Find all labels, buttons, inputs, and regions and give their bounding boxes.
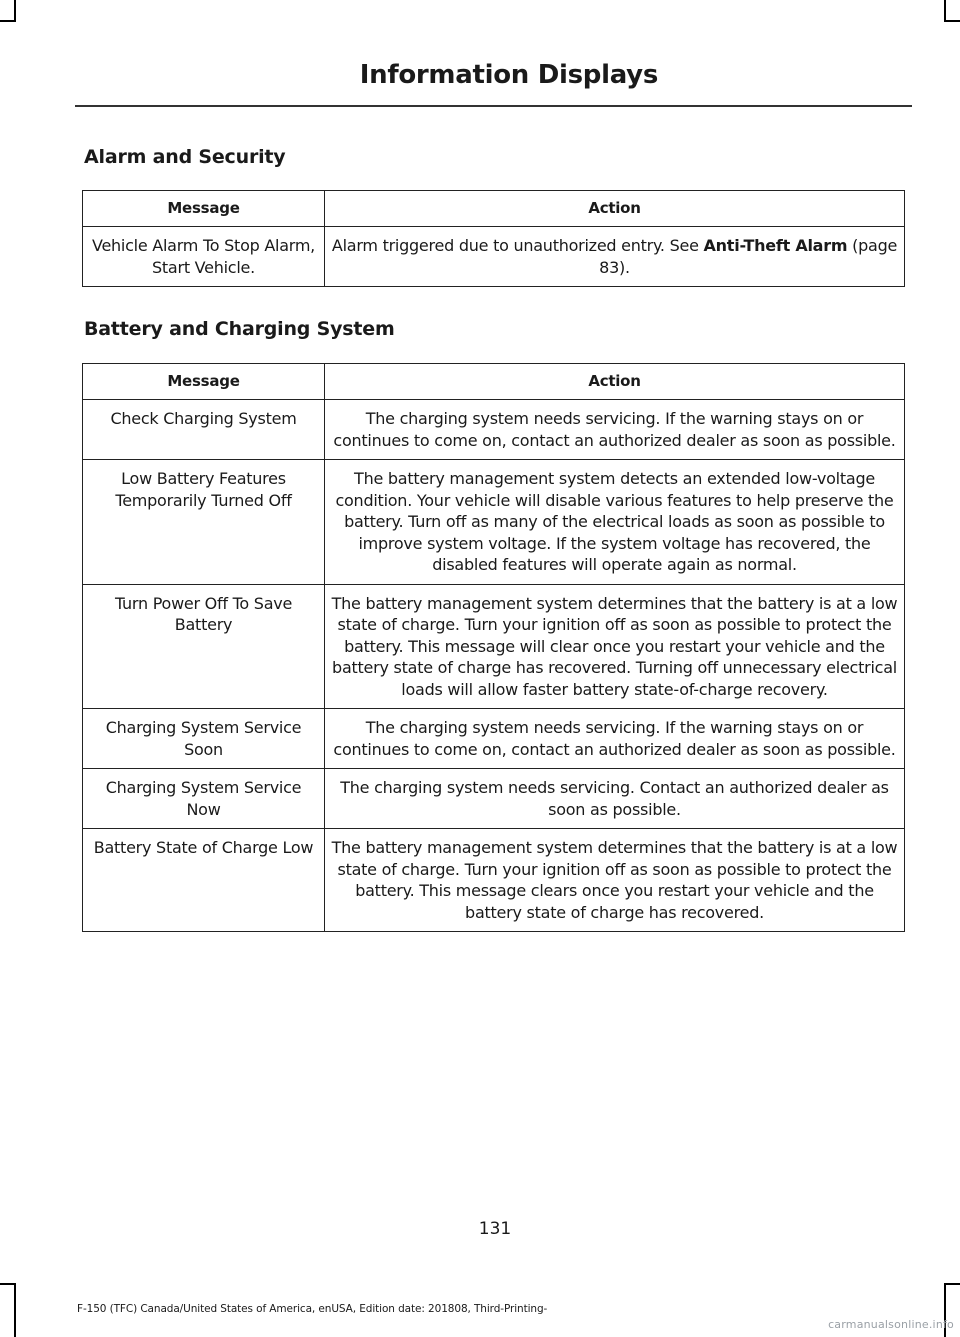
action-cell: The charging system needs servicing. Contact an authorized dealer as soon as possible. [325,769,905,829]
table-header-row [83,364,905,400]
battery-charging-table [82,363,905,932]
header-divider [75,105,912,107]
section-heading-alarm-security: Alarm and Security [84,146,286,168]
table-header-row [83,191,905,227]
action-cell: The charging system needs servicing. If the warning stays on or continues to come on, contact an authorized dealer as soon as possible. [325,400,905,460]
crop-mark-bottom-left-vertical [14,1283,16,1337]
table-row [83,769,905,829]
crop-mark-bottom-right-horizontal [944,1283,960,1285]
action-cell: The battery management system detects an extended low-voltage condition. Your vehicle will disable various features to help preserve the battery. Turn off as many of the electrical loads as soon as possible to improve system voltage. If the system voltage has recovered, the disabled features will operate again as normal. [325,460,905,585]
message-cell: Charging System Service Now [83,769,325,829]
crop-mark-top-left-vertical [14,0,16,22]
column-header-message: Message [83,364,325,400]
crop-mark-bottom-left-horizontal [0,1283,16,1285]
page-number: 131 [478,1219,512,1239]
table-row [83,400,905,460]
action-cell: The charging system needs servicing. If the warning stays on or continues to come on, contact an authorized dealer as soon as possible. [325,709,905,769]
page-header-title: Information Displays [359,60,658,90]
column-header-action: Action [325,191,905,227]
crop-mark-top-right-vertical [944,0,946,22]
action-cell: The battery management system determines that the battery is at a low state of charge. Turn your ignition off as soon as possible to protect the battery. This message will clear once you restart your vehicle and the battery state of charge has recovered. Turning off unnecessary electrical loads will allow faster battery state-of-charge recovery. [325,584,905,709]
message-cell: Low Battery Features Temporarily Turned Off [83,460,325,585]
alarm-security-table [82,190,905,287]
watermark: carmanualsonline.info [828,1318,954,1331]
footer-edition-info: F-150 (TFC) Canada/United States of America, enUSA, Edition date: 201808, Third-Printing- [77,1303,548,1315]
message-cell: Turn Power Off To Save Battery [83,584,325,709]
action-text: Alarm triggered due to unauthorized entry. See [331,236,704,255]
column-header-message: Message [83,191,325,227]
message-cell: Charging System Service Soon [83,709,325,769]
table-row [83,227,905,287]
crop-mark-top-left-horizontal [0,20,16,22]
action-cell [325,227,905,287]
message-cell: Battery State of Charge Low [83,829,325,932]
table-row [83,460,905,585]
message-cell: Vehicle Alarm To Stop Alarm, Start Vehicle. [83,227,325,287]
cross-reference-link[interactable]: Anti-Theft Alarm [703,236,848,255]
action-cell: The battery management system determines that the battery is at a low state of charge. Turn your ignition off as soon as possible to protect the battery. This message clears once you restart your vehicle and the battery state of charge has recovered. [325,829,905,932]
column-header-action: Action [325,364,905,400]
page-reference-text: (page 83). [599,236,898,277]
table-row [83,584,905,709]
message-cell: Check Charging System [83,400,325,460]
crop-mark-top-right-horizontal [944,20,960,22]
section-heading-battery-charging: Battery and Charging System [84,318,395,340]
table-row [83,829,905,932]
table-row [83,709,905,769]
